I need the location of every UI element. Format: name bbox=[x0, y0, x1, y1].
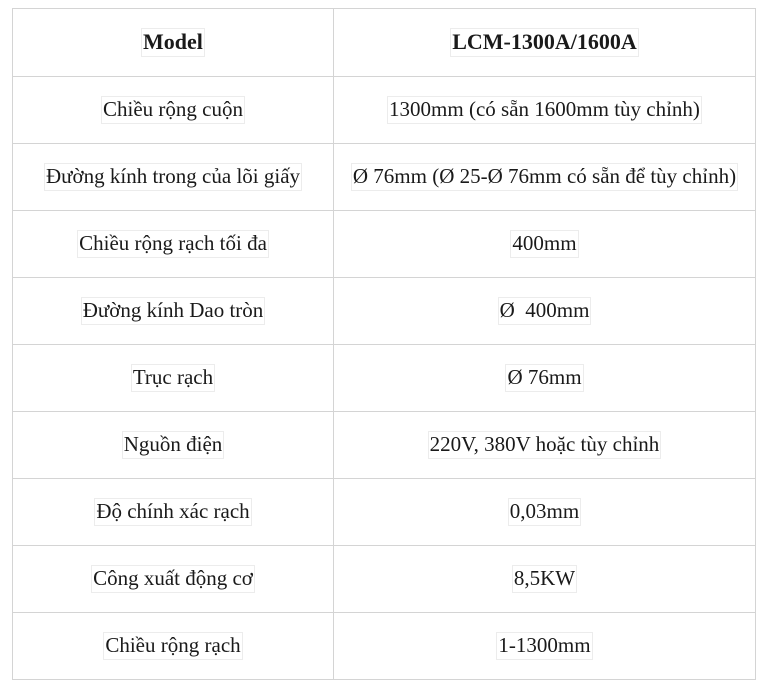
row-label: Chiều rộng rạch bbox=[105, 633, 241, 658]
row-value-cell bbox=[334, 613, 756, 680]
row-label: Công xuất động cơ bbox=[93, 566, 253, 591]
table-header-row bbox=[13, 9, 756, 77]
row-value: 220V, 380V hoặc tùy chỉnh bbox=[429, 432, 660, 457]
header-value: LCM-1300A/1600A bbox=[452, 29, 637, 55]
table-row bbox=[13, 412, 756, 479]
row-label-cell bbox=[13, 613, 334, 680]
header-value-cell bbox=[334, 9, 756, 77]
table-row bbox=[13, 77, 756, 144]
header-label: Model bbox=[143, 29, 203, 55]
table-row bbox=[13, 613, 756, 680]
row-label-cell bbox=[13, 77, 334, 144]
row-label: Trục rạch bbox=[132, 365, 214, 390]
row-value-cell bbox=[334, 278, 756, 345]
row-label-cell bbox=[13, 144, 334, 211]
row-label-cell bbox=[13, 278, 334, 345]
row-value-cell bbox=[334, 546, 756, 613]
row-value: Ø 76mm (Ø 25-Ø 76mm có sẵn để tùy chỉnh) bbox=[352, 164, 737, 189]
row-value: 1300mm (có sẵn 1600mm tùy chỉnh) bbox=[389, 97, 700, 122]
table-row bbox=[13, 211, 756, 278]
table-row bbox=[13, 345, 756, 412]
row-label: Chiều rộng cuộn bbox=[103, 97, 243, 122]
row-label-cell bbox=[13, 412, 334, 479]
spec-table bbox=[12, 8, 756, 680]
row-value-cell bbox=[334, 412, 756, 479]
row-value: Ø 400mm bbox=[499, 298, 590, 323]
row-label-cell bbox=[13, 546, 334, 613]
row-label: Nguồn điện bbox=[123, 432, 223, 457]
table-row bbox=[13, 144, 756, 211]
row-label: Đường kính trong của lõi giấy bbox=[45, 164, 301, 189]
row-label-cell bbox=[13, 345, 334, 412]
row-label: Đường kính Dao tròn bbox=[82, 298, 264, 323]
row-value-cell bbox=[334, 479, 756, 546]
table-row bbox=[13, 479, 756, 546]
row-label-cell bbox=[13, 211, 334, 278]
row-label: Độ chính xác rạch bbox=[96, 499, 250, 524]
row-label: Chiều rộng rạch tối đa bbox=[79, 231, 267, 256]
row-value: 8,5KW bbox=[513, 566, 576, 591]
header-label-cell bbox=[13, 9, 334, 77]
row-value-cell bbox=[334, 144, 756, 211]
table-row bbox=[13, 278, 756, 345]
row-value-cell bbox=[334, 211, 756, 278]
table-row bbox=[13, 546, 756, 613]
row-value: 0,03mm bbox=[509, 499, 580, 524]
row-value: 1-1300mm bbox=[498, 633, 591, 658]
row-value-cell bbox=[334, 345, 756, 412]
row-value: 400mm bbox=[512, 231, 577, 256]
row-value-cell bbox=[334, 77, 756, 144]
row-value: Ø 76mm bbox=[507, 365, 582, 390]
row-label-cell bbox=[13, 479, 334, 546]
